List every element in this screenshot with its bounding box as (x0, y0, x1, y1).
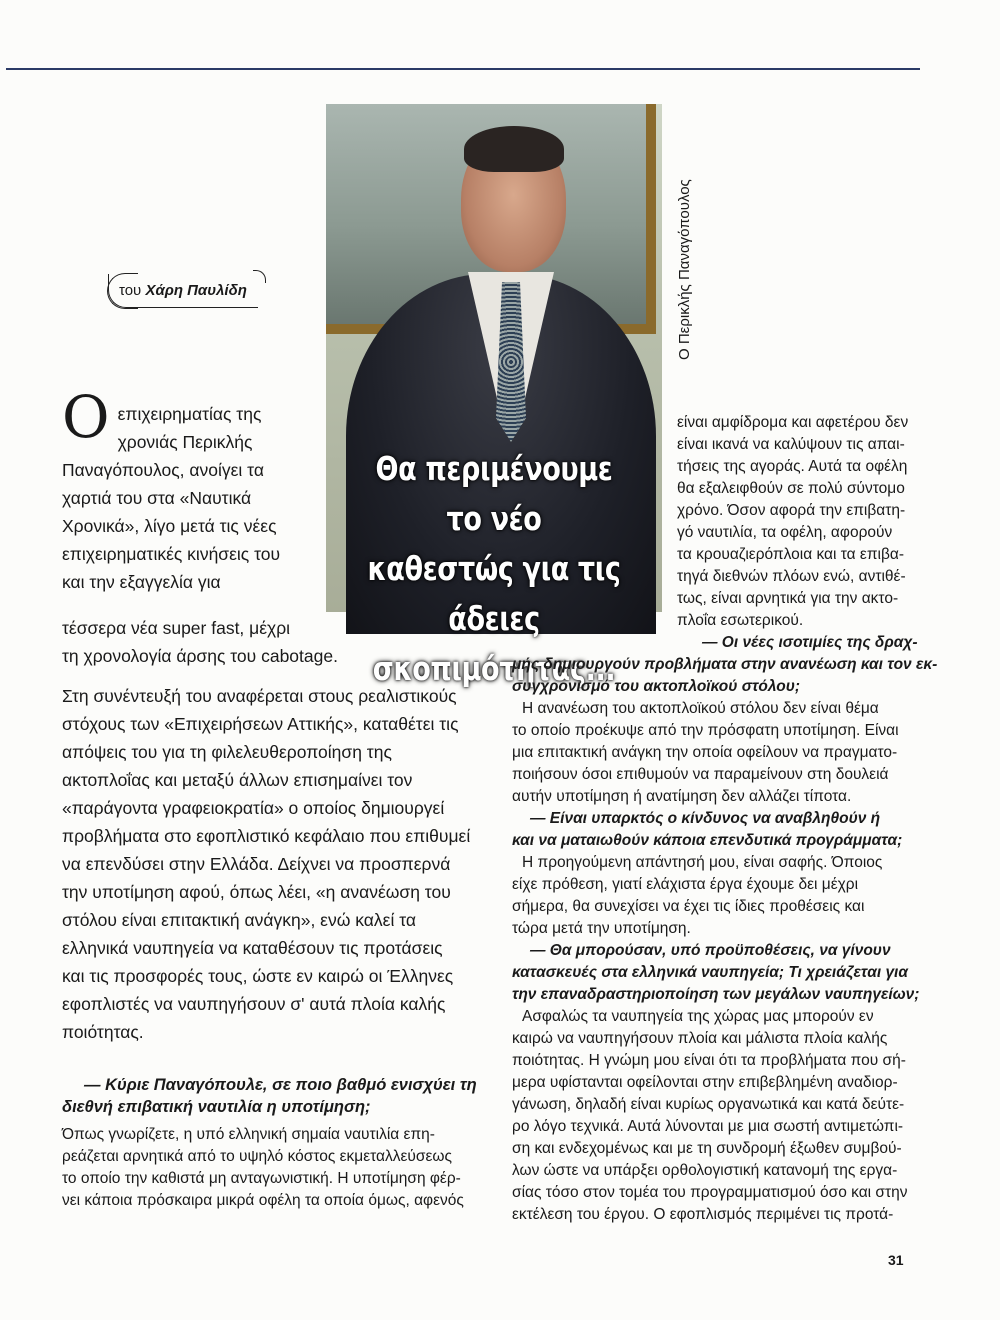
intro-line: Χρονικά», λίγο μετά τις νέες (62, 516, 277, 536)
answer-1 (62, 1124, 482, 1212)
intro-line: χρονιάς Περικλής (117, 432, 253, 452)
lead-line: την υποτίμηση αφού, όπως λέει, «η ανανέωση του (62, 882, 451, 902)
answer-line: χρόνο. Όσον αφορά την επιβατη- (677, 502, 906, 519)
answer-line: το οποίο προέκυψε από την πρόσφατη υποτίμηση. Είναι (512, 722, 899, 739)
byline-bracket-tip (253, 270, 266, 283)
answer-line: ποιότητας. Η γνώμη μου είναι ότι τα προβλήματα που σή- (512, 1052, 906, 1069)
question-line: διεθνή επιβατική ναυτιλία η υποτίμηση; (62, 1098, 371, 1116)
answer-line: τως, είναι αρνητικά για την ακτο- (677, 590, 899, 607)
headline-line: Θα περιμένουμε το νέο (375, 449, 613, 538)
lead-line: απόψεις του για τη φιλελευθεροποίηση της (62, 742, 392, 762)
question-line: και να ματαιωθούν κάποια επενδυτικά προγράμματα; (512, 832, 903, 849)
top-rule (6, 68, 920, 70)
lead-line: ποιότητας. (62, 1022, 144, 1042)
intro-line: επιχειρηματικές κινήσεις του (62, 544, 281, 564)
intro-line: Παναγόπουλος, ανοίγει τα (62, 460, 264, 480)
answer-line: Η προηγούμενη απάντησή μου, είναι σαφής. Όποιος (522, 854, 883, 871)
byline-bracket (107, 273, 138, 309)
answer-line: είχε πρόθεση, γιατί ελάχιστα έργα έχουμε δει μέχρι (512, 876, 859, 893)
question-line: συγχρονισμό του ακτοπλοϊκού στόλου; (512, 678, 801, 695)
byline (108, 274, 258, 308)
answer-line: τήσεις της αγοράς. Αυτά τα οφέλη (677, 458, 908, 475)
intro-line: και την εξαγγελία για (62, 572, 221, 592)
answer-line: σίας τόσο στον τομέα του προγραμματισμού όσο και στην (512, 1184, 908, 1201)
answer-line: Όπως γνωρίζετε, η υπό ελληνική σημαία ναυτιλία επη- (62, 1126, 435, 1143)
answer-line: αυτήν υποτίμηση ή ανατίμηση δεν αλλάζει τίποτα. (512, 788, 852, 805)
answer-line: Η ανανέωση του ακτοπλοϊκού στόλου δεν είναι θέμα (522, 700, 879, 717)
answer-line: μια επιτακτική ανάγκη την οποία οφείλουν να πραγματο- (512, 744, 898, 761)
answer-line: είναι αμφίδρομα και αφετέρου δεν (677, 414, 909, 431)
answer-line: τηγά διεθνών πλόων ενώ, αντιθέ- (677, 568, 906, 585)
lead-line: προβλήματα στο εφοπλιστικό κεφάλαιο που επιθυμεί (62, 826, 471, 846)
lead-line: και τις προσφορές τους, ώστε εν καιρώ οι Έλληνες (62, 966, 454, 986)
question-line: — Είναι υπαρκτός ο κίνδυνος να αναβληθούν ή (530, 810, 881, 827)
intro-line: χαρτιά του στα «Ναυτικά (62, 488, 252, 508)
lead-line: στόχους των «Επιχειρήσεων Αττικής», καταθέτει τις (62, 714, 459, 734)
lead-line: ελληνικά ναυπηγεία να καταθέσουν τις προτάσεις (62, 938, 443, 958)
byline-prefix: του (119, 282, 142, 299)
byline-author: Χάρη Παυλίδη (145, 282, 247, 299)
lead-line: Στη συνέντευξή του αναφέρεται στους ρεαλιστικούς (62, 686, 457, 706)
question-line: κατασκευές στα ελληνικά ναυπηγεία; Τι χρειάζεται για (512, 964, 908, 981)
answer-line: Ασφαλώς τα ναυπηγεία της χώρας μας μπορούν εν (522, 1008, 874, 1025)
question-line: — Θα μπορούσαν, υπό προϋποθέσεις, να γίνουν (530, 942, 891, 959)
answer-line: τα κρουαζιερόπλοια και τα επιβα- (677, 546, 904, 563)
answer-line: πλοΐα εσωτερικού. (677, 612, 804, 629)
headline-line: καθεστώς για τις (367, 549, 621, 588)
question-1 (62, 1074, 482, 1118)
intro-line: τέσσερα νέα super fast, μέχρι (62, 618, 291, 638)
lead-paragraph (62, 682, 471, 1046)
answer-line: ση και ενδεχομένως και με τη συνδρομή έξωθεν συμβού- (512, 1140, 902, 1157)
right-column (512, 412, 938, 1226)
intro-tail (62, 614, 362, 670)
answer-line: εκτέλεση του έργου. Ο εφοπλισμός περιμένει τις προτά- (512, 1206, 894, 1223)
answer-line: ποιήσουν όσοι επιθυμούν να παραμείνουν στη δουλειά (512, 766, 889, 783)
intro-paragraph (62, 383, 352, 596)
question-line: — Κύριε Παναγόπουλε, σε ποιο βαθμό ενισχύει τη (84, 1076, 477, 1094)
lead-line: στόλου είναι επιτακτική ανάγκη», ενώ καλεί τα (62, 910, 416, 930)
answer-line: μερα υφίστανται οφείλονται στην επιβεβλημένη αναδιορ- (512, 1074, 898, 1091)
answer-line: τώρα μετά την υποτίμηση. (512, 920, 691, 937)
question-line: την επαναδραστηριοποίηση των μεγάλων ναυπηγείων; (512, 986, 920, 1003)
answer-line: είναι ικανά να καλύψουν τις απαι- (677, 436, 905, 453)
answer-line: το οποίο την καθιστά μη ανταγωνιστική. Η υποτίμηση φέρ- (62, 1170, 461, 1187)
question-line: μής δημιουργούν προβλήματα στην ανανέωση και τον εκ- (512, 656, 938, 673)
answer-line: σήμερα, θα συνεχίσει να έχει τις ίδιες προθέσεις και (512, 898, 865, 915)
answer-line: ρο λόγο τεχνικά. Αυτά λύνονται με μια σωστή αντιμετώπι- (512, 1118, 904, 1135)
answer-line: ρεάζεται αρνητικά από το υψηλό κόστος εκμεταλλεύσεως (62, 1148, 452, 1165)
drop-cap: Ο (62, 383, 110, 451)
answer-line: γάνωση, δηλαδή είναι κυρίως οργανωτικά και κατά δεύτε- (512, 1096, 905, 1113)
answer-line: γό ναυτιλία, τα οφέλη, αφορούν (677, 524, 893, 541)
answer-line: καιρώ να ναυπηγήσουν πλοία και μάλιστα πλοία καλής (512, 1030, 888, 1047)
lead-line: ακτοπλοΐας και μεταξύ άλλων επισημαίνει τον (62, 770, 413, 790)
page-number: 31 (888, 1252, 904, 1268)
answer-line: νει κάποια πρόσκαιρα μικρά οφέλη τα οποία όμως, αφενός (62, 1192, 464, 1209)
intro-line: επιχειρηματίας της (117, 404, 262, 424)
lead-line: εφοπλιστές να ναυπηγήσουν σ' αυτά πλοία καλής (62, 994, 446, 1014)
intro-line: τη χρονολογία άρσης του cabotage. (62, 646, 338, 666)
photo-caption: Ο Περικλής Παναγόπουλος (676, 179, 693, 360)
answer-line: λων ώστε να υπάρξει ορθολογιστική κατανομή της εργα- (512, 1162, 898, 1179)
hair (464, 126, 564, 172)
question-line: — Οι νέες ισοτιμίες της δραχ- (702, 634, 918, 651)
headline-line: άδειες σκοπιμότητας... (372, 599, 616, 688)
lead-line: να επενδύσει στην Ελλάδα. Δείχνει να προσπερνά (62, 854, 451, 874)
lead-line: «παράγοντα γραφειοκρατία» ο οποίος δημιουργεί (62, 798, 445, 818)
answer-line: θα εξαλειφθούν σε πολύ σύντομο (677, 480, 905, 497)
